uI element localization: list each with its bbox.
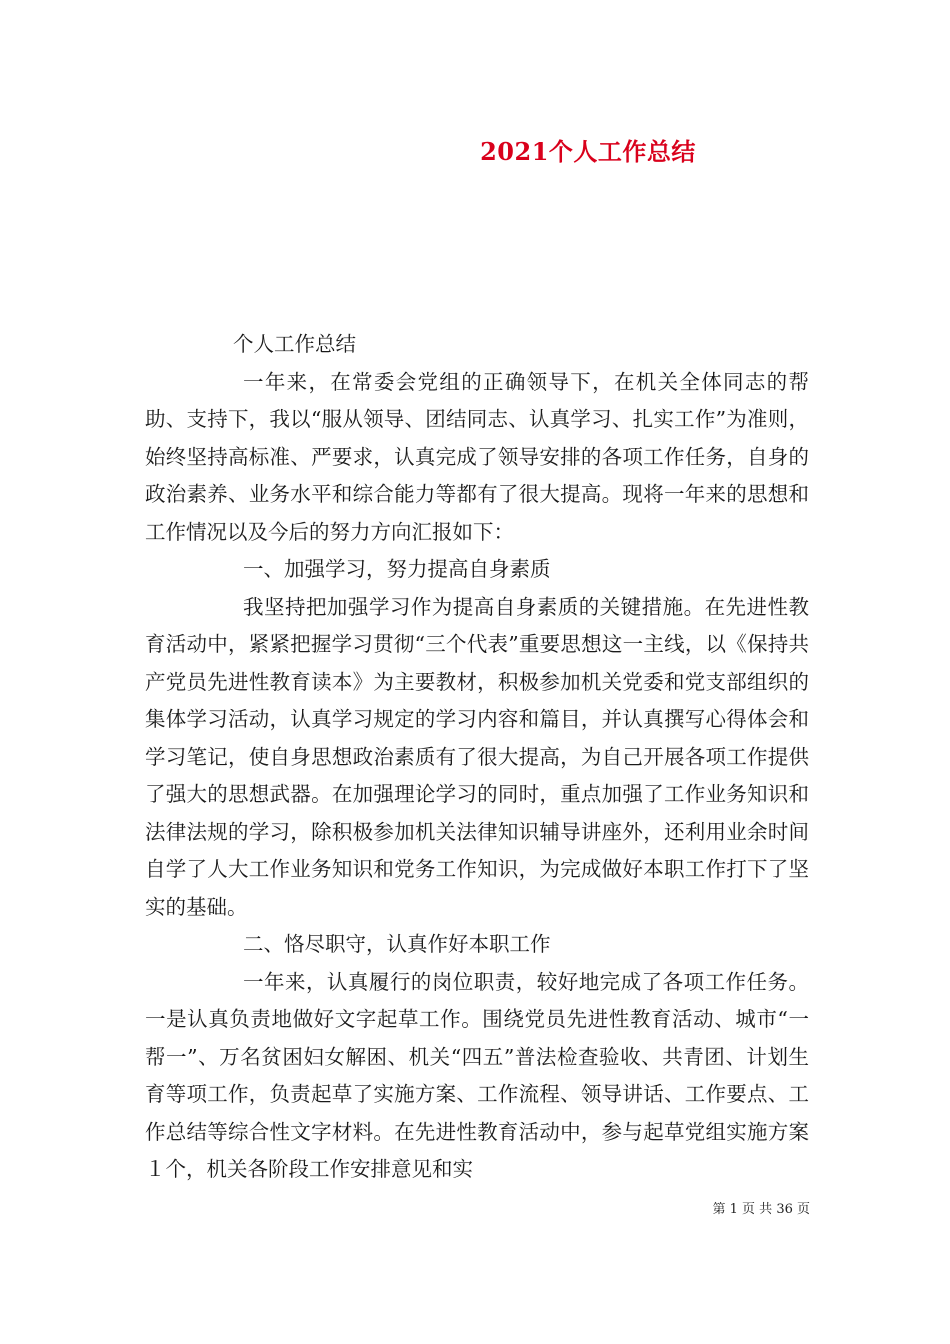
paragraph-study: 我坚持把加强学习作为提高自身素质的关键措施。在先进性教育活动中，紧紧把握学习贯彻“三个代表”重要思想这一主线，以《保持共产党员先进性教育读本》为主要教材，积极参加机关党委和党支部组织的集体学习活动，认真学习规定的学习内容和篇目，并认真撰写心得体会和学习笔记，使自身思想政治素质有了很大提高，为自己开展各项工作提供了强大的思想武器。在加强理论学习的同时，重点加强了工作业务知识和法律法规的学习，除积极参加机关法律知识辅导讲座外，还利用业余时间自学了人大工作业务知识和党务工作知识，为完成做好本职工作打下了坚实的基础。 (145, 594, 809, 919)
section-heading-2: 二、恪尽职守，认真作好本职工作 (243, 932, 551, 956)
document-body (145, 326, 809, 1189)
paragraph-intro: 一年来，在常委会党组的正确领导下，在机关全体同志的帮助、支持下，我以“服从领导、团结同志、认真学习、扎实工作”为准则，始终坚持高标准、严要求，认真完成了领导安排的各项工作任务，自身的政治素养、业务水平和综合能力等都有了很大提高。现将一年来的思想和工作情况以及今后的努力方向汇报如下： (145, 369, 809, 544)
document-title: 2021个人工作总结 (480, 137, 696, 166)
section-heading-1: 一、加强学习，努力提高自身素质 (243, 557, 551, 581)
paragraph-duties: 一年来，认真履行的岗位职责，较好地完成了各项工作任务。一是认真负责地做好文字起草工作。围绕党员先进性教育活动、城市“一帮一”、万名贫困妇女解困、机关“四五”普法检查验收、共青团、计划生育等项工作，负责起草了实施方案、工作流程、领导讲话、工作要点、工作总结等综合性文字材料。在先进性教育活动中，参与起草党组实施方案１个，机关各阶段工作安排意见和实 (145, 969, 809, 1181)
document-subtitle: 个人工作总结 (233, 332, 356, 356)
page-number: 第 1 页 共 36 页 (712, 1202, 810, 1217)
